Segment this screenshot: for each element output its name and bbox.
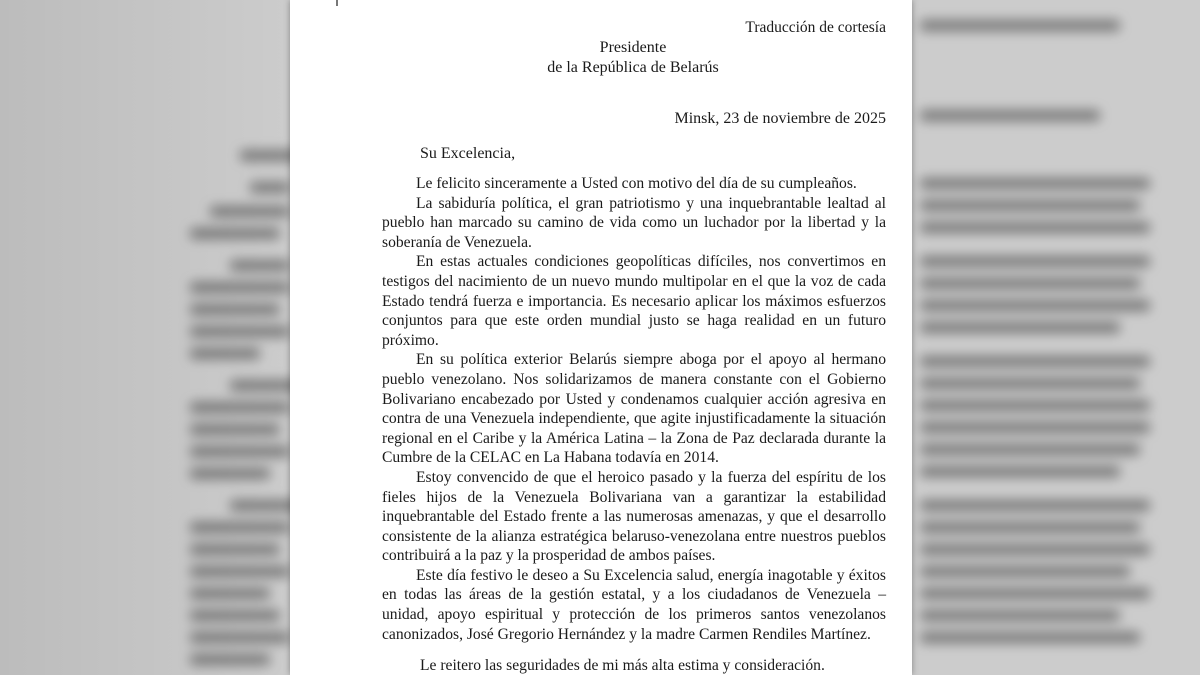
courtesy-translation-note: Traducción de cortesía (745, 19, 886, 36)
blurred-background-right (900, 0, 1200, 675)
salutation: Su Excelencia, (420, 145, 516, 162)
background-shade (0, 0, 290, 675)
letter-page (290, 0, 912, 675)
paragraph: Estoy convencido de que el heroico pasado y la fuerza del espíritu de los fieles hijos de la Venezuela Bolivariana van a garantizar la estabilidad inquebrantable del Estado frente a las numerosas amenazas, y que el desarrollo consistente de la alianza estratégica belaruso-venezolana entre nuestros pueblos contribuirá a la paz y la prosperidad de ambos países. (382, 468, 886, 565)
paragraph: La sabiduría política, el gran patriotismo y una inquebrantable lealtad al pueblo han marcado su camino de vida como un luchador por la libertad y la soberanía de Venezuela. (382, 194, 886, 251)
sender-country: de la República de Belarús (547, 59, 719, 76)
letter-body (382, 174, 886, 644)
paragraph: En estas actuales condiciones geopolíticas difíciles, nos convertimos en testigos del nacimiento de un nuevo mundo multipolar en el que la voz de cada Estado tendrá fuerza e importancia. Es necesario aplicar los máximos esfuerzos conjuntos para que este orden mundial justo se haga realidad en un futuro próximo. (382, 253, 886, 349)
paragraph: Este día festivo le deseo a Su Excelencia salud, energía inagotable y éxitos en todas las áreas de la gestión estatal, y a los ciudadanos de Venezuela – unidad, apoyo espiritual y protección de los primeros santos venezolanos canonizados, José Gregorio Hernández y la madre Carmen Rendiles Martínez. (382, 566, 886, 643)
sender-header (290, 38, 912, 78)
closing-line: Le reitero las seguridades de mi más alta estima y consideración. (420, 657, 825, 674)
paragraph: Le felicito sinceramente a Usted con motivo del día de su cumpleaños. (416, 175, 857, 192)
sender-title: Presidente (599, 39, 667, 56)
paragraph: En su política exterior Belarús siempre aboga por el apoyo al hermano pueblo venezolano. Nos solidarizamos de manera constante con el Gobierno Bolivariano encabezado por Usted y condenamos cualquier acción agresiva en contra de una Venezuela independiente, que agite injustificadamente la situación regional en el Caribe y la América Latina – la Zona de Paz declarada durante la Cumbre de la CELAC en La Habana todavía en 2014. (382, 351, 886, 467)
place-and-date: Minsk, 23 de noviembre de 2025 (674, 110, 886, 127)
page-edge-mark (336, 0, 338, 6)
